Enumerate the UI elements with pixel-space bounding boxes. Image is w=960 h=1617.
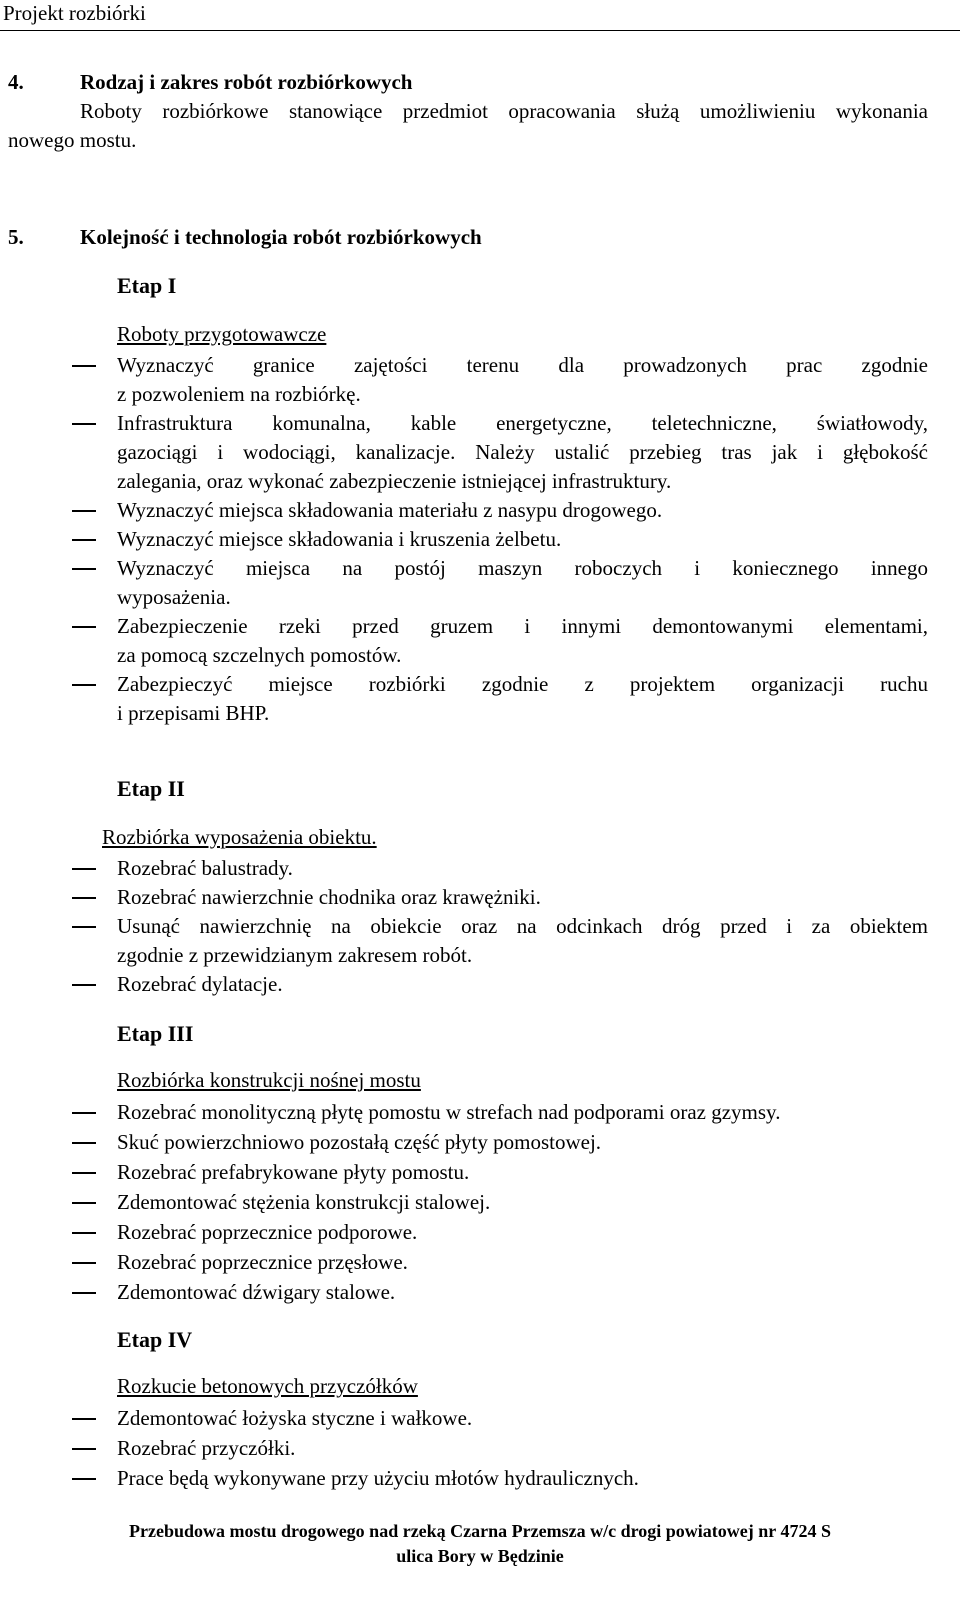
dash-bullet-icon <box>72 1112 96 1114</box>
etap-3-subtitle: Rozbiórka konstrukcji nośnej mostu <box>117 1068 421 1092</box>
dash-bullet-icon <box>72 423 96 425</box>
section-4-number: 4. <box>8 70 24 94</box>
list-item-line: gazociągi i wodociągi, kanalizacje. Należy ustalić przebieg tras jak i głębokość <box>117 440 928 464</box>
list-item-line: Zdemontować łożyska styczne i wałkowe. <box>117 1406 473 1430</box>
list-item-line: Usunąć nawierzchnię na obiekcie oraz na odcinkach dróg przed i za obiektem <box>117 914 928 938</box>
header-rule <box>0 30 960 31</box>
section-4-text-line2: nowego mostu. <box>8 128 137 152</box>
footer-line1: Przebudowa mostu drogowego nad rzeką Czarna Przemsza w/c drogi powiatowej nr 4724 S <box>129 1521 831 1541</box>
list-item-line: i przepisami BHP. <box>117 701 270 725</box>
list-item-line: Rozebrać nawierzchnie chodnika oraz krawężniki. <box>117 885 541 909</box>
dash-bullet-icon <box>72 626 96 628</box>
list-item-line: Zdemontować stężenia konstrukcji stalowej. <box>117 1190 491 1214</box>
list-item-line: Rozebrać balustrady. <box>117 856 293 880</box>
dash-bullet-icon <box>72 984 96 986</box>
etap-1-subtitle: Roboty przygotowawcze <box>117 322 327 346</box>
dash-bullet-icon <box>72 1292 96 1294</box>
dash-bullet-icon <box>72 1478 96 1480</box>
dash-bullet-icon <box>72 868 96 870</box>
section-5-number: 5. <box>8 225 24 249</box>
list-item-line: Zdemontować dźwigary stalowe. <box>117 1280 396 1304</box>
dash-bullet-icon <box>72 1202 96 1204</box>
list-item-line: Rozebrać prefabrykowane płyty pomostu. <box>117 1160 470 1184</box>
list-item-line: Rozebrać dylatacje. <box>117 972 283 996</box>
list-item-line: Rozebrać monolityczną płytę pomostu w strefach nad podporami oraz gzymsy. <box>117 1100 781 1124</box>
list-item-line: Wyznaczyć granice zajętości terenu dla prowadzonych prac zgodnie <box>117 353 928 377</box>
etap-4-title: Etap IV <box>117 1327 193 1352</box>
section-5-title: Kolejność i technologia robót rozbiórkowych <box>80 225 482 249</box>
dash-bullet-icon <box>72 1232 96 1234</box>
section-4-text-line1: Roboty rozbiórkowe stanowiące przedmiot opracowania służą umożliwieniu wykonania <box>80 99 928 123</box>
dash-bullet-icon <box>72 1142 96 1144</box>
dash-bullet-icon <box>72 1448 96 1450</box>
etap-4-subtitle: Rozkucie betonowych przyczółków <box>117 1374 418 1398</box>
dash-bullet-icon <box>72 926 96 928</box>
list-item-line: zgodnie z przewidzianym zakresem robót. <box>117 943 473 967</box>
list-item-line: Skuć powierzchniowo pozostałą część płyty pomostowej. <box>117 1130 602 1154</box>
section-4-title: Rodzaj i zakres robót rozbiórkowych <box>80 70 413 94</box>
list-item-line: Rozebrać poprzecznice podporowe. <box>117 1220 418 1244</box>
etap-2-subtitle: Rozbiórka wyposażenia obiektu. <box>102 825 377 849</box>
list-item-line: Rozebrać przyczółki. <box>117 1436 296 1460</box>
footer-line2: ulica Bory w Będzinie <box>396 1546 564 1566</box>
list-item-line: Wyznaczyć miejsce składowania i kruszenia żelbetu. <box>117 527 562 551</box>
etap-1-title: Etap I <box>117 273 177 298</box>
dash-bullet-icon <box>72 539 96 541</box>
dash-bullet-icon <box>72 1262 96 1264</box>
dash-bullet-icon <box>72 1172 96 1174</box>
list-item-line: Zabezpieczyć miejsce rozbiórki zgodnie z projektem organizacji ruchu <box>117 672 928 696</box>
dash-bullet-icon <box>72 365 96 367</box>
list-item-line: Rozebrać poprzecznice przęsłowe. <box>117 1250 408 1274</box>
list-item-line: Prace będą wykonywane przy użyciu młotów hydraulicznych. <box>117 1466 639 1490</box>
header-title: Projekt rozbiórki <box>3 1 146 25</box>
list-item-line: za pomocą szczelnych pomostów. <box>117 643 402 667</box>
list-item-line: Wyznaczyć miejsca na postój maszyn roboczych i koniecznego innego <box>117 556 928 580</box>
dash-bullet-icon <box>72 1418 96 1420</box>
list-item-line: Zabezpieczenie rzeki przed gruzem i innymi demontowanymi elementami, <box>117 614 928 638</box>
dash-bullet-icon <box>72 510 96 512</box>
etap-3-title: Etap III <box>117 1021 194 1046</box>
dash-bullet-icon <box>72 568 96 570</box>
list-item-line: z pozwoleniem na rozbiórkę. <box>117 382 361 406</box>
list-item-line: zalegania, oraz wykonać zabezpieczenie istniejącej infrastruktury. <box>117 469 672 493</box>
list-item-line: Wyznaczyć miejsca składowania materiału z nasypu drogowego. <box>117 498 663 522</box>
list-item-line: wyposażenia. <box>117 585 231 609</box>
dash-bullet-icon <box>72 684 96 686</box>
etap-2-title: Etap II <box>117 776 185 801</box>
dash-bullet-icon <box>72 897 96 899</box>
list-item-line: Infrastruktura komunalna, kable energetyczne, teletechniczne, światłowody, <box>117 411 928 435</box>
